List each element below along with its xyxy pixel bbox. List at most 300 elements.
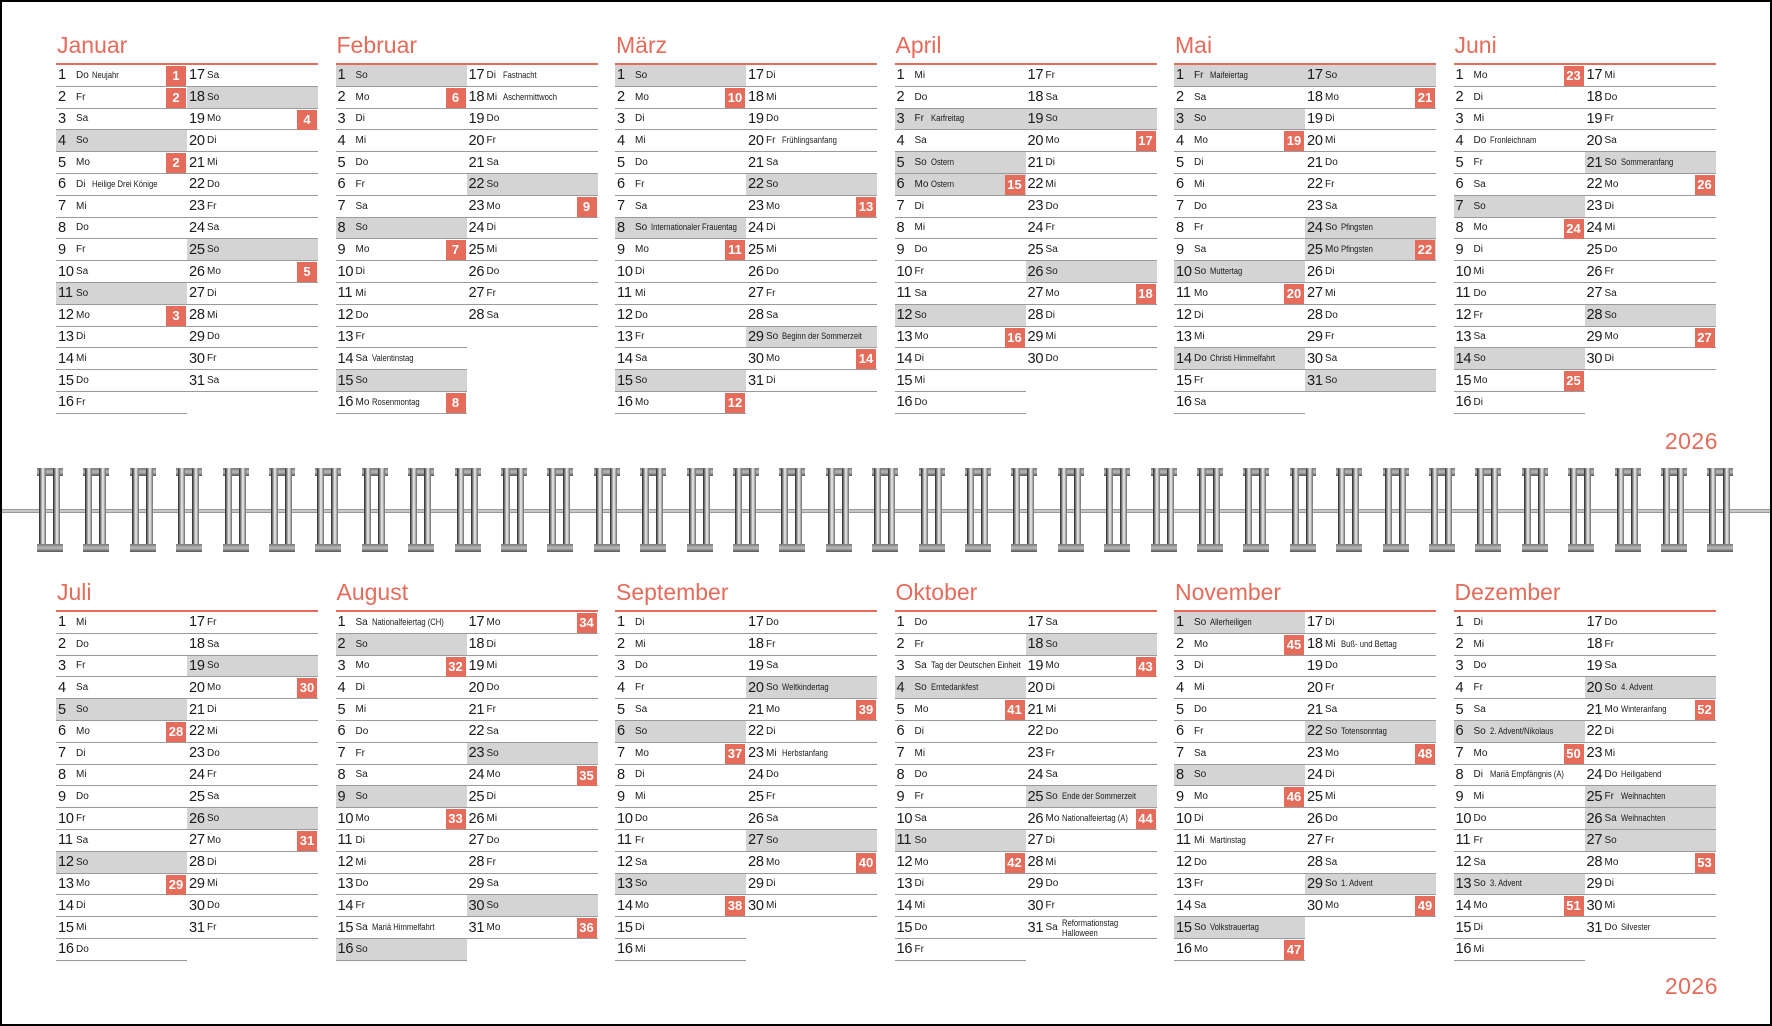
weekday: Di bbox=[914, 725, 924, 737]
weekday: Sa bbox=[1325, 200, 1338, 212]
day-row bbox=[615, 852, 746, 874]
weekday: Fr bbox=[1473, 682, 1483, 694]
day-number: 14 bbox=[617, 350, 633, 367]
holiday-label: Frühlingsanfang bbox=[782, 135, 837, 146]
month-block bbox=[615, 28, 877, 414]
day-number: 16 bbox=[896, 941, 913, 958]
day-row bbox=[1026, 765, 1157, 787]
holiday-label: Erntedankfest bbox=[930, 682, 978, 693]
weekday: Do bbox=[1604, 244, 1618, 256]
day-row bbox=[1174, 218, 1305, 240]
weekday: Fr bbox=[76, 813, 86, 825]
day-number: 22 bbox=[468, 176, 485, 193]
binding-coil bbox=[130, 468, 156, 548]
day-row bbox=[1585, 87, 1716, 109]
day-row bbox=[1305, 786, 1436, 808]
weekday: Do bbox=[355, 725, 369, 737]
day-number: 4 bbox=[617, 679, 625, 696]
weekday: So bbox=[1604, 309, 1617, 321]
day-row bbox=[615, 327, 746, 349]
day-number: 1 bbox=[1455, 614, 1464, 631]
weekday: Sa bbox=[1325, 704, 1338, 716]
day-number: 23 bbox=[468, 745, 485, 762]
weekday: Mo bbox=[1604, 331, 1619, 343]
month-name: Januar bbox=[57, 32, 128, 58]
weekday: So bbox=[1045, 638, 1058, 650]
weekday: Fr bbox=[635, 834, 645, 846]
weekday: Mi bbox=[355, 135, 367, 147]
weekday: Mi bbox=[355, 287, 367, 299]
day-number: 4 bbox=[1455, 132, 1464, 149]
weekday: Do bbox=[914, 769, 928, 781]
holiday-label: Ostern bbox=[930, 157, 954, 168]
day-row bbox=[1585, 917, 1716, 939]
day-number: 19 bbox=[1027, 657, 1044, 674]
week-number-badge: 37 bbox=[725, 744, 745, 764]
day-number: 13 bbox=[1176, 328, 1192, 345]
month-name: Dezember bbox=[1454, 579, 1561, 605]
weekday: Sa bbox=[766, 157, 779, 169]
day-number: 24 bbox=[748, 219, 764, 236]
weekday: Mi bbox=[635, 638, 646, 650]
days-grid bbox=[615, 612, 877, 961]
day-number: 12 bbox=[1176, 854, 1192, 871]
day-number: 24 bbox=[468, 766, 485, 783]
day-number: 27 bbox=[1307, 285, 1323, 302]
day-row bbox=[336, 830, 467, 852]
weekday: Sa bbox=[355, 200, 368, 212]
day-number: 3 bbox=[617, 110, 625, 127]
day-number: 28 bbox=[1586, 854, 1603, 871]
day-number: 12 bbox=[617, 854, 633, 871]
day-row bbox=[895, 218, 1026, 240]
day-row bbox=[56, 130, 187, 152]
day-row bbox=[1026, 174, 1157, 196]
weekday: Do bbox=[486, 113, 500, 125]
weekday: So bbox=[207, 813, 220, 825]
day-number: 23 bbox=[748, 198, 764, 215]
weekday: Mi bbox=[1045, 178, 1057, 190]
day-row bbox=[895, 852, 1026, 874]
day-row bbox=[1454, 370, 1585, 392]
day-row bbox=[615, 261, 746, 283]
weekday: Di bbox=[207, 135, 217, 147]
weekday: Di bbox=[1473, 244, 1483, 256]
weekday: Mi bbox=[635, 943, 646, 955]
weekday: Sa bbox=[1045, 922, 1058, 934]
day-row bbox=[467, 830, 598, 852]
weekday: Di bbox=[1604, 200, 1614, 212]
days-column bbox=[746, 65, 877, 414]
day-row bbox=[615, 874, 746, 896]
weekday: Mi bbox=[207, 309, 218, 321]
day-row bbox=[56, 348, 187, 370]
day-row bbox=[467, 65, 598, 87]
day-number: 21 bbox=[748, 701, 764, 718]
weekday: Fr bbox=[1045, 900, 1055, 912]
day-number: 18 bbox=[189, 636, 205, 653]
day-row bbox=[336, 305, 467, 327]
day-number: 29 bbox=[748, 875, 764, 892]
weekday: Mo bbox=[1325, 244, 1339, 256]
day-number: 13 bbox=[337, 875, 354, 892]
day-number: 1 bbox=[617, 614, 625, 631]
weekday: Mo bbox=[914, 856, 929, 868]
day-number: 4 bbox=[337, 132, 346, 149]
day-row bbox=[746, 765, 877, 787]
day-row bbox=[187, 305, 318, 327]
day-row bbox=[895, 239, 1026, 261]
weekday: Fr bbox=[914, 113, 924, 125]
weekday: Fr bbox=[486, 135, 496, 147]
day-row bbox=[1174, 130, 1305, 152]
month-name: Mai bbox=[1175, 32, 1213, 58]
binding-coil bbox=[83, 468, 109, 548]
day-number: 1 bbox=[337, 67, 346, 84]
weekday: Mi bbox=[355, 704, 367, 716]
day-number: 9 bbox=[617, 241, 625, 258]
day-number: 3 bbox=[1455, 110, 1464, 127]
day-number: 11 bbox=[617, 832, 632, 849]
weekday: Mo bbox=[635, 396, 649, 408]
day-row bbox=[56, 65, 187, 87]
day-number: 16 bbox=[58, 394, 74, 411]
day-row bbox=[1305, 699, 1436, 721]
day-row bbox=[467, 699, 598, 721]
days-column bbox=[1454, 65, 1585, 414]
week-number-badge: 34 bbox=[577, 613, 597, 633]
weekday: Mo bbox=[635, 91, 649, 103]
day-number: 6 bbox=[1176, 723, 1184, 740]
week-number-badge: 20 bbox=[1284, 284, 1304, 304]
day-number: 1 bbox=[1176, 614, 1184, 631]
binding-coil bbox=[1058, 468, 1084, 548]
week-number-badge: 35 bbox=[577, 766, 597, 786]
day-number: 6 bbox=[337, 723, 346, 740]
day-number: 22 bbox=[1307, 723, 1323, 740]
day-row bbox=[336, 218, 467, 240]
day-row bbox=[467, 174, 598, 196]
day-number: 3 bbox=[58, 657, 66, 674]
month-block bbox=[895, 575, 1157, 961]
weekday: Di bbox=[914, 200, 924, 212]
day-row bbox=[615, 743, 746, 765]
day-number: 2 bbox=[337, 636, 346, 653]
day-row bbox=[615, 786, 746, 808]
day-number: 25 bbox=[1586, 788, 1603, 805]
day-row bbox=[1305, 87, 1436, 109]
day-row bbox=[467, 765, 598, 787]
day-number: 18 bbox=[1307, 636, 1323, 653]
day-row bbox=[1026, 305, 1157, 327]
holiday-label: Heilige Drei Könige bbox=[92, 178, 158, 189]
day-number: 3 bbox=[1455, 657, 1464, 674]
day-row bbox=[1026, 196, 1157, 218]
day-number: 26 bbox=[1307, 263, 1323, 280]
day-number: 17 bbox=[1307, 67, 1323, 84]
day-row bbox=[1305, 721, 1436, 743]
week-number-badge: 16 bbox=[1005, 328, 1025, 348]
weekday: Mi bbox=[76, 922, 87, 934]
binding-coil bbox=[176, 468, 202, 548]
day-row bbox=[336, 743, 467, 765]
day-number: 9 bbox=[1176, 241, 1184, 258]
weekday: Sa bbox=[1194, 91, 1207, 103]
day-row bbox=[336, 87, 467, 109]
weekday: Sa bbox=[1045, 91, 1058, 103]
days-grid bbox=[895, 65, 1157, 414]
weekday: Do bbox=[486, 682, 500, 694]
day-row bbox=[336, 656, 467, 678]
weekday: Do bbox=[1045, 353, 1059, 365]
day-number: 27 bbox=[1586, 285, 1603, 302]
weekday: Di bbox=[1045, 309, 1055, 321]
empty-row bbox=[1585, 370, 1716, 392]
day-number: 13 bbox=[1176, 875, 1192, 892]
day-row bbox=[336, 765, 467, 787]
day-number: 6 bbox=[1455, 176, 1464, 193]
day-row bbox=[895, 743, 1026, 765]
days-grid bbox=[336, 612, 598, 961]
weekday: Fr bbox=[207, 616, 217, 628]
day-row bbox=[467, 152, 598, 174]
holiday-label: Volkstrauertag bbox=[1210, 922, 1259, 933]
weekday: Sa bbox=[486, 878, 499, 890]
weekday: Do bbox=[914, 616, 928, 628]
week-number-badge: 25 bbox=[1564, 371, 1584, 391]
day-number: 20 bbox=[189, 679, 205, 696]
day-number: 25 bbox=[1307, 788, 1323, 805]
weekday: Do bbox=[914, 922, 928, 934]
week-number-badge: 15 bbox=[1005, 175, 1025, 195]
day-row bbox=[1305, 830, 1436, 852]
day-number: 5 bbox=[896, 701, 905, 718]
weekday: So bbox=[1473, 725, 1486, 737]
day-row bbox=[1174, 830, 1305, 852]
holiday-label: Mariä Empfängnis (A) bbox=[1489, 769, 1564, 780]
day-number: 12 bbox=[896, 854, 913, 871]
day-row bbox=[1305, 152, 1436, 174]
day-row bbox=[1174, 174, 1305, 196]
day-row bbox=[895, 261, 1026, 283]
weekday: Mi bbox=[1325, 638, 1336, 650]
holiday-label: Christi Himmelfahrt bbox=[1210, 353, 1276, 364]
day-number: 20 bbox=[468, 679, 485, 696]
day-number: 31 bbox=[468, 919, 485, 936]
weekday: Di bbox=[1045, 834, 1055, 846]
weekday: Sa bbox=[1604, 135, 1617, 147]
weekday: Fr bbox=[766, 135, 776, 147]
week-number-badge: 42 bbox=[1005, 853, 1025, 873]
day-row bbox=[1174, 874, 1305, 896]
day-row bbox=[615, 305, 746, 327]
day-number: 8 bbox=[1176, 219, 1184, 236]
day-number: 14 bbox=[896, 897, 913, 914]
weekday: So bbox=[1325, 69, 1338, 81]
weekday: Sa bbox=[1604, 287, 1617, 299]
day-number: 27 bbox=[1307, 832, 1323, 849]
day-number: 3 bbox=[1176, 110, 1184, 127]
day-row bbox=[467, 305, 598, 327]
day-row bbox=[615, 634, 746, 656]
day-number: 30 bbox=[1027, 897, 1044, 914]
day-row bbox=[1585, 283, 1716, 305]
weekday: Mi bbox=[914, 375, 926, 387]
day-number: 9 bbox=[337, 788, 346, 805]
day-number: 19 bbox=[468, 657, 485, 674]
day-number: 9 bbox=[896, 788, 905, 805]
day-row bbox=[56, 917, 187, 939]
day-row bbox=[1174, 852, 1305, 874]
day-row bbox=[336, 196, 467, 218]
weekday: Di bbox=[635, 266, 645, 278]
holiday-label: Muttertag bbox=[1210, 266, 1243, 277]
day-number: 28 bbox=[748, 854, 764, 871]
day-row bbox=[1305, 218, 1436, 240]
day-row bbox=[1026, 721, 1157, 743]
week-number-badge: 36 bbox=[577, 918, 597, 938]
months-grid bbox=[56, 575, 1718, 975]
weekday: Mo bbox=[1325, 900, 1339, 912]
binding-coil bbox=[1197, 468, 1223, 548]
month-block bbox=[1454, 28, 1716, 414]
days-column bbox=[56, 65, 187, 414]
weekday: Do bbox=[207, 900, 220, 912]
day-number: 30 bbox=[468, 897, 485, 914]
day-number: 17 bbox=[1027, 67, 1044, 84]
day-row bbox=[56, 218, 187, 240]
day-row bbox=[1174, 239, 1305, 261]
binding-coil bbox=[547, 468, 573, 548]
weekday: Di bbox=[76, 178, 86, 190]
weekday: Fr bbox=[914, 266, 924, 278]
day-row bbox=[1026, 612, 1157, 634]
day-row bbox=[1305, 656, 1436, 678]
day-row bbox=[615, 283, 746, 305]
binding-coil bbox=[1104, 468, 1130, 548]
day-number: 21 bbox=[468, 154, 485, 171]
weekday: Sa bbox=[766, 813, 779, 825]
day-number: 7 bbox=[1176, 745, 1184, 762]
day-row bbox=[1026, 348, 1157, 370]
day-row bbox=[1026, 699, 1157, 721]
day-row bbox=[1585, 130, 1716, 152]
day-row bbox=[1174, 327, 1305, 349]
day-number: 3 bbox=[896, 110, 905, 127]
weekday: Sa bbox=[207, 638, 220, 650]
day-row bbox=[1585, 721, 1716, 743]
weekday: Mi bbox=[635, 791, 646, 803]
day-number: 1 bbox=[58, 614, 66, 631]
weekday: So bbox=[355, 222, 368, 234]
day-number: 31 bbox=[1027, 919, 1044, 936]
weekday: Sa bbox=[355, 353, 368, 365]
month-name: September bbox=[616, 579, 729, 605]
weekday: Fr bbox=[1194, 222, 1204, 234]
day-row bbox=[467, 743, 598, 765]
day-row bbox=[1305, 895, 1436, 917]
weekday: Sa bbox=[76, 113, 89, 125]
weekday: Do bbox=[1604, 91, 1618, 103]
weekday: Mi bbox=[76, 616, 87, 628]
week-number-badge: 47 bbox=[1284, 940, 1304, 960]
days-column bbox=[1585, 65, 1716, 414]
weekday: Sa bbox=[1045, 769, 1058, 781]
day-number: 27 bbox=[748, 832, 764, 849]
day-row bbox=[1174, 917, 1305, 939]
weekday: Di bbox=[486, 222, 496, 234]
holiday-label: Sommeranfang bbox=[1620, 157, 1673, 168]
weekday: Fr bbox=[207, 922, 217, 934]
day-number: 14 bbox=[58, 897, 74, 914]
day-number: 19 bbox=[1027, 110, 1044, 127]
day-row bbox=[1454, 677, 1585, 699]
day-number: 8 bbox=[617, 766, 625, 783]
day-row bbox=[746, 830, 877, 852]
day-number: 31 bbox=[1586, 919, 1603, 936]
weekday: So bbox=[1045, 791, 1058, 803]
day-row bbox=[1454, 874, 1585, 896]
weekday: Mo bbox=[1194, 943, 1208, 955]
day-number: 19 bbox=[189, 657, 205, 674]
day-row bbox=[336, 808, 467, 830]
day-number: 13 bbox=[617, 328, 633, 345]
weekday: Sa bbox=[1473, 856, 1486, 868]
day-number: 25 bbox=[468, 788, 485, 805]
day-number: 6 bbox=[617, 176, 625, 193]
day-number: 16 bbox=[617, 941, 633, 958]
day-row bbox=[56, 895, 187, 917]
day-number: 23 bbox=[1586, 745, 1603, 762]
day-number: 7 bbox=[896, 198, 905, 215]
day-number: 15 bbox=[617, 919, 633, 936]
holiday-label: Allerheiligen bbox=[1210, 616, 1252, 627]
month-name: Juni bbox=[1454, 32, 1497, 58]
holiday-label: 2. Advent/Nikolaus bbox=[1489, 725, 1553, 736]
day-number: 24 bbox=[1307, 219, 1323, 236]
weekday: Sa bbox=[766, 660, 779, 672]
day-row bbox=[1174, 895, 1305, 917]
day-number: 22 bbox=[189, 176, 205, 193]
weekday: So bbox=[914, 309, 927, 321]
weekday: Mi bbox=[1473, 791, 1485, 803]
day-row bbox=[615, 765, 746, 787]
weekday: Sa bbox=[76, 834, 89, 846]
days-column bbox=[336, 65, 467, 414]
day-number: 3 bbox=[337, 110, 346, 127]
day-row bbox=[56, 305, 187, 327]
day-row bbox=[1454, 65, 1585, 87]
weekday: Sa bbox=[76, 266, 89, 278]
weekday: Sa bbox=[486, 157, 499, 169]
day-row bbox=[56, 370, 187, 392]
day-row bbox=[187, 699, 318, 721]
day-row bbox=[467, 634, 598, 656]
weekday: Di bbox=[486, 69, 496, 81]
weekday: So bbox=[1473, 878, 1486, 890]
weekday: Do bbox=[1045, 200, 1059, 212]
day-number: 19 bbox=[189, 110, 205, 127]
weekday: Fr bbox=[1194, 375, 1204, 387]
weekday: Mo bbox=[486, 200, 501, 212]
weekday: Do bbox=[1325, 660, 1338, 672]
weekday: Di bbox=[635, 922, 645, 934]
holiday-label: Heiligabend bbox=[1620, 769, 1661, 780]
day-number: 3 bbox=[896, 657, 905, 674]
day-row bbox=[746, 808, 877, 830]
weekday: Do bbox=[1325, 309, 1338, 321]
day-row bbox=[895, 808, 1026, 830]
